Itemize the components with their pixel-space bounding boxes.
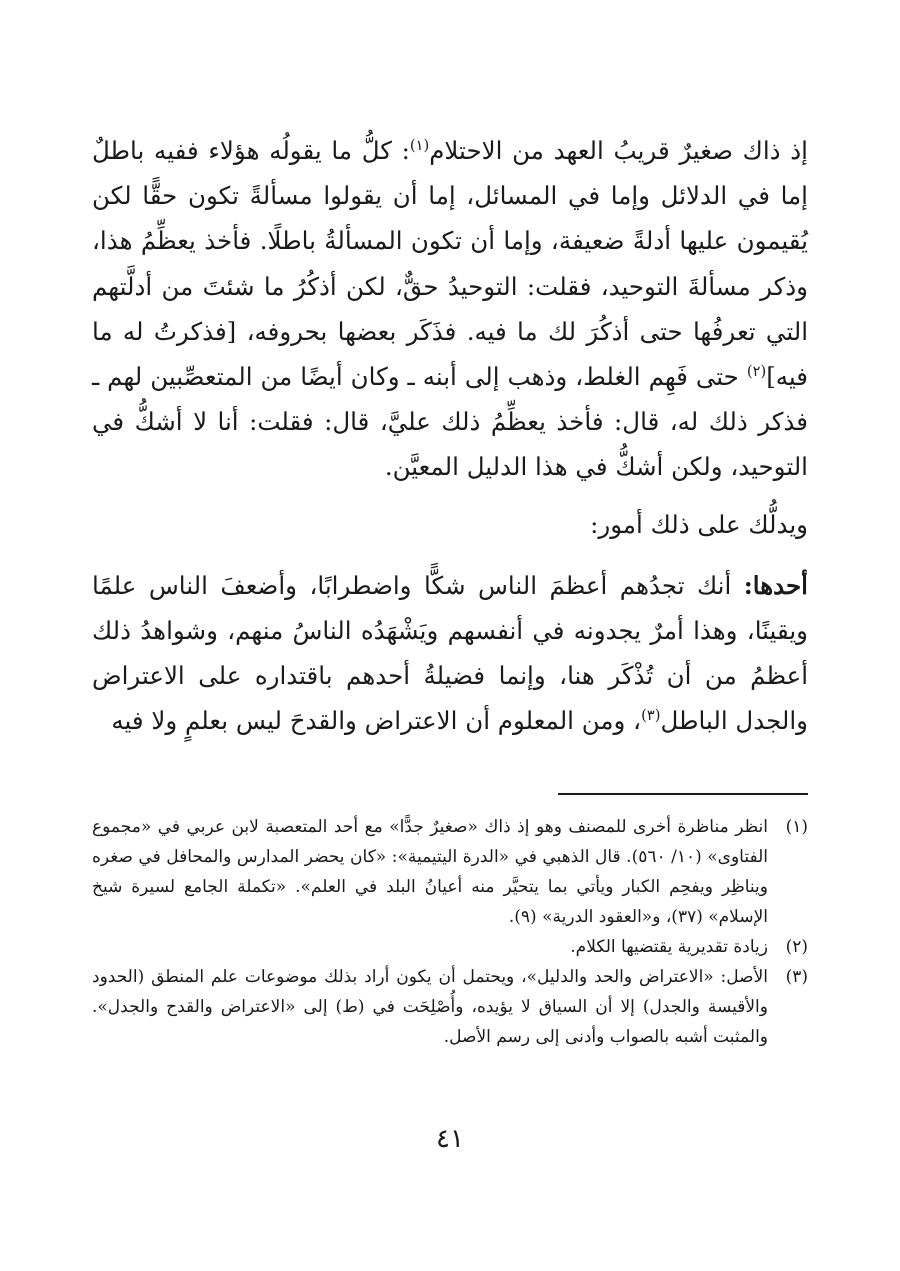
- page-number: ٤١: [436, 1124, 464, 1154]
- paragraph-3-part-1: أنك تجدُهم أعظمَ الناس شكًّا واضطرابًا، وأضعفَ الناس علمًا ويقينًا، وهذا أمرٌ يجدونه في أنفسهم ويَشْهَدُه الناسُ منهم، وشواهدُ ذلك أعظمُ من أن تُذْكَر هنا، وإنما فضيلةُ أحدهم باقتداره على الاعتراض والجدل الباطل: [92, 570, 808, 736]
- paragraph-3-part-2: ، ومن المعلوم أن الاعتراض والقدحَ ليس بعلمٍ ولا فيه: [111, 706, 642, 736]
- paragraph-1-part-2: : كلُّ ما يقولُه هؤلاء ففيه باطلٌ إما في الدلائل وإما في المسائل، إما أن يقولوا مسألةً تكون حقًّا لكن يُقيمون عليها أدلةً ضعيفة، وإما أن تكون المسألةُ باطلًا. فأخذ يعظِّمُ هذا، وذكر مسألةَ التوحيد، فقلت: التوحيدُ حقٌّ، لكن أذكُرُ ما شئتَ من أدلَّتهم التي تعرفُها حتى أذكُرَ لك ما فيه. فذَكَر بعضها بحروفه، [فذكرتُ له ما فيه]: [92, 136, 808, 392]
- footnote-text: زيادة تقديرية يقتضيها الكلام.: [570, 937, 768, 957]
- paragraph-3: [92, 563, 808, 744]
- footnote-separator: [558, 793, 808, 795]
- footnote-number: (٣): [785, 967, 808, 987]
- footnote-2: [92, 932, 808, 962]
- footnote-number: (١): [785, 817, 808, 837]
- footnote-ref-2[interactable]: (٢): [746, 362, 767, 380]
- footnote-text: الأصل: «الاعتراض والحد والدليل»، ويحتمل أن يكون أراد بذلك موضوعات علم المنطق (الحدود والأقيسة والجدل) إلا أن السياق لا يؤيده، وأُصْلِحَت في (ط) إلى «الاعتراض والقدح والجدل». والمثبت أشبه بالصواب وأدنى إلى رسم الأصل.: [92, 967, 768, 1047]
- paragraph-2: ويدلُّك على ذلك أمور:: [590, 509, 808, 539]
- footnote-number: (٢): [785, 937, 808, 957]
- paragraph-1-part-1: إذ ذاك صغيرٌ قريبُ العهد من الاحتلام: [429, 136, 808, 165]
- paragraph-1: [92, 128, 808, 490]
- paragraph-3-lead: أحدها:: [743, 570, 808, 600]
- footnote-ref-1[interactable]: (١): [409, 136, 430, 154]
- main-text: [92, 128, 808, 744]
- footnote-3: [92, 962, 808, 1052]
- footnote-ref-3[interactable]: (٣): [641, 707, 661, 725]
- footnotes: [92, 812, 808, 1052]
- footnote-text: انظر مناظرة أخرى للمصنف وهو إذ ذاك «صغيرٌ جدًّا» مع أحد المتعصبة لابن عربي في «مجموع الفتاوى» (١٠/ ٥٦٠). قال الذهبي في «الدرة اليتيمية»: «كان يحضر المدارس والمحافل في صغره ويناظِر ويفحِم الكبار ويأتي بما يتحيَّر منه أعيانُ البلد في العلم». «تكملة الجامع لسيرة شيخ الإسلام» (٣٧)، و«العقود الدرية» (٩).: [92, 817, 768, 927]
- paragraph-1-part-3: حتى فَهِم الغلط، وذهب إلى أبنه ـ وكان أيضًا من المتعصِّبين لهم ـ فذكر ذلك له، قال: فأخذ يعظِّمُ ذلك عليَّ، قال: فقلت: أنا لا أشكُّ في التوحيد، ولكن أشكُّ في هذا الدليل المعيَّن.: [92, 362, 808, 482]
- footnote-1: [92, 812, 808, 932]
